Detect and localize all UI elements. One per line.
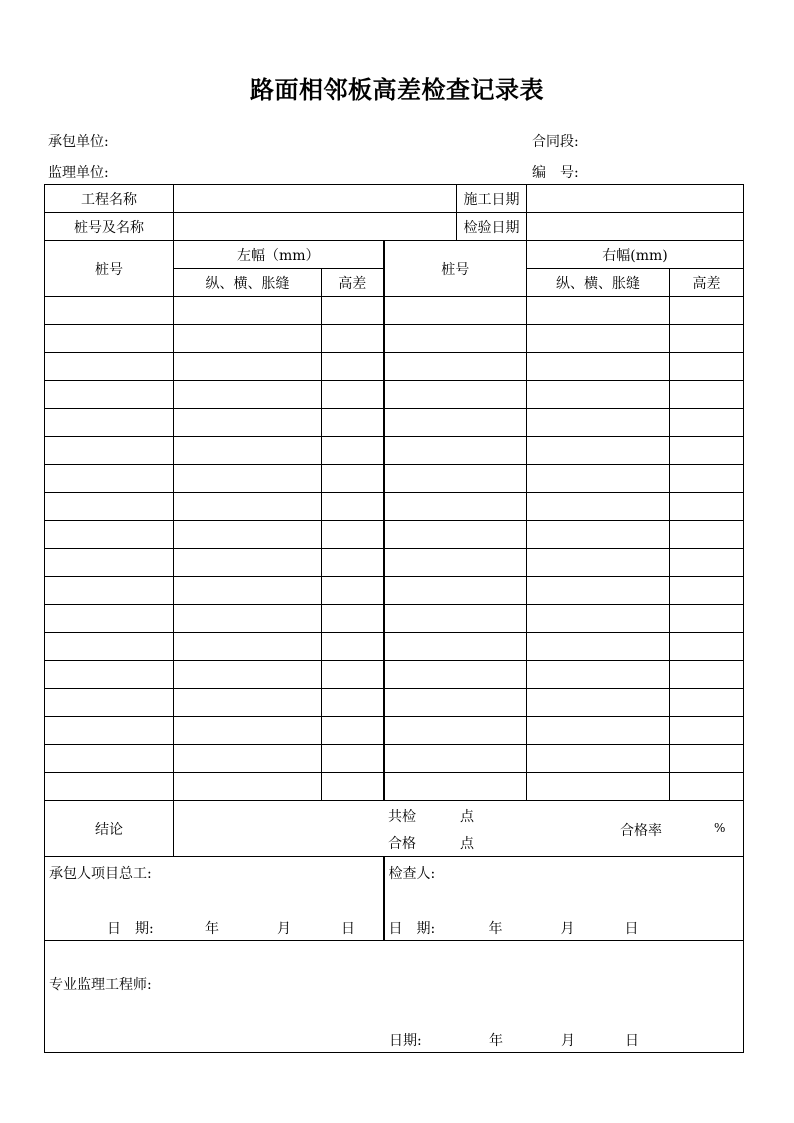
contractor-day: 日 (341, 921, 355, 937)
number-label: 编 号: (532, 165, 579, 181)
right-joint-cell[interactable] (527, 521, 670, 549)
table-row (45, 661, 744, 689)
supervisor-date-label: 日期: (389, 1033, 422, 1049)
inspector-month: 月 (560, 921, 575, 937)
left-height-diff-cell[interactable] (322, 549, 384, 577)
left-station-cell[interactable] (45, 549, 174, 577)
table-row (45, 353, 744, 381)
table-row (45, 493, 744, 521)
left-joint-cell[interactable] (174, 633, 322, 661)
supervisor-day: 日 (625, 1033, 639, 1049)
left-station-cell[interactable] (45, 773, 174, 801)
left-station-cell[interactable] (45, 437, 174, 465)
left-height-diff-cell[interactable] (322, 605, 384, 633)
pass-rate-label: 合格率 (620, 823, 662, 839)
left-joint-cell[interactable] (174, 437, 322, 465)
right-station-cell[interactable] (384, 745, 527, 773)
right-joint-cell[interactable] (527, 437, 670, 465)
left-station-cell[interactable] (45, 325, 174, 353)
right-height-diff-cell[interactable] (670, 437, 744, 465)
supervisor-label: 监理单位: (48, 165, 109, 181)
right-station-cell[interactable] (384, 689, 527, 717)
left-station-cell[interactable] (45, 633, 174, 661)
left-station-cell[interactable] (45, 605, 174, 633)
table-row (45, 605, 744, 633)
right-station-cell[interactable] (384, 465, 527, 493)
left-joint-cell[interactable] (174, 717, 322, 745)
left-joint-cell[interactable] (174, 381, 322, 409)
right-joint-cell[interactable] (527, 465, 670, 493)
table-row (45, 437, 744, 465)
right-joint-cell[interactable] (527, 633, 670, 661)
conclusion-field[interactable] (174, 801, 744, 857)
left-station-cell[interactable] (45, 745, 174, 773)
percent-sign: % (714, 821, 726, 835)
project-name-label: 工程名称 (45, 185, 174, 213)
table-row (45, 745, 744, 773)
supervising-engineer-label: 专业监理工程师: (49, 977, 152, 993)
right-joint-cell[interactable] (527, 549, 670, 577)
left-station-cell[interactable] (45, 297, 174, 325)
contract-section-label: 合同段: (532, 134, 579, 150)
left-height-diff-cell[interactable] (322, 325, 384, 353)
right-height-diff-cell[interactable] (670, 577, 744, 605)
table-row (45, 689, 744, 717)
right-width-header: 右幅(mm) (527, 241, 744, 269)
contractor-year: 年 (205, 921, 219, 937)
right-station-header: 桩号 (384, 241, 527, 297)
right-station-cell[interactable] (384, 381, 527, 409)
right-station-cell[interactable] (384, 773, 527, 801)
right-height-diff-cell[interactable] (670, 325, 744, 353)
left-height-diff-cell[interactable] (322, 493, 384, 521)
right-station-cell[interactable] (384, 353, 527, 381)
left-joint-cell[interactable] (174, 689, 322, 717)
left-joint-cell[interactable] (174, 521, 322, 549)
table-row (45, 773, 744, 801)
left-station-cell[interactable] (45, 409, 174, 437)
right-joint-cell[interactable] (527, 297, 670, 325)
left-station-header: 桩号 (45, 241, 174, 297)
conclusion-label: 结论 (45, 801, 174, 857)
right-station-cell[interactable] (384, 493, 527, 521)
table-row (45, 549, 744, 577)
left-joint-cell[interactable] (174, 465, 322, 493)
right-height-diff-cell[interactable] (670, 717, 744, 745)
left-joint-cell[interactable] (174, 745, 322, 773)
left-joint-cell[interactable] (174, 493, 322, 521)
inspection-date-label: 检验日期 (457, 213, 527, 241)
right-station-cell[interactable] (384, 437, 527, 465)
right-joint-cell[interactable] (527, 773, 670, 801)
right-height-diff-cell[interactable] (670, 381, 744, 409)
left-height-diff-cell[interactable] (322, 633, 384, 661)
left-height-diff-cell[interactable] (322, 353, 384, 381)
right-joint-cell[interactable] (527, 353, 670, 381)
left-height-diff-cell[interactable] (322, 689, 384, 717)
contractor-month: 月 (277, 921, 291, 937)
left-height-diff-cell[interactable] (322, 381, 384, 409)
right-station-cell[interactable] (384, 409, 527, 437)
left-height-diff-cell[interactable] (322, 717, 384, 745)
inspector-day: 日 (624, 921, 639, 937)
inspector-label: 检查人: (388, 866, 436, 882)
right-joint-cell[interactable] (527, 493, 670, 521)
right-joint-cell[interactable] (527, 661, 670, 689)
right-joint-header: 纵、横、胀缝 (527, 269, 670, 297)
contractor-engineer-cell[interactable] (45, 857, 384, 941)
left-height-diff-header: 高差 (322, 269, 384, 297)
right-height-diff-cell[interactable] (670, 493, 744, 521)
left-joint-cell[interactable] (174, 661, 322, 689)
right-height-diff-header: 高差 (670, 269, 744, 297)
table-row (45, 577, 744, 605)
contractor-label: 承包单位: (48, 134, 109, 150)
contractor-engineer-label: 承包人项目总工: (49, 866, 152, 882)
right-station-cell[interactable] (384, 717, 527, 745)
left-station-cell[interactable] (45, 661, 174, 689)
right-joint-cell[interactable] (527, 605, 670, 633)
right-height-diff-cell[interactable] (670, 297, 744, 325)
construction-date-label: 施工日期 (457, 185, 527, 213)
right-height-diff-cell[interactable] (670, 633, 744, 661)
left-station-cell[interactable] (45, 465, 174, 493)
right-height-diff-cell[interactable] (670, 465, 744, 493)
left-joint-cell[interactable] (174, 773, 322, 801)
total-point-label: 点 (460, 809, 474, 825)
table-row (45, 297, 744, 325)
right-height-diff-cell[interactable] (670, 521, 744, 549)
left-joint-cell[interactable] (174, 549, 322, 577)
total-checked-label: 共检 (388, 809, 416, 825)
form-title: 路面相邻板高差检查记录表 (250, 76, 544, 104)
right-height-diff-cell[interactable] (670, 409, 744, 437)
qualified-point-label: 点 (460, 836, 474, 852)
supervisor-month: 月 (561, 1033, 575, 1049)
right-station-cell[interactable] (384, 633, 527, 661)
left-height-diff-cell[interactable] (322, 577, 384, 605)
table-row (45, 409, 744, 437)
right-joint-cell[interactable] (527, 325, 670, 353)
left-station-cell[interactable] (45, 521, 174, 549)
left-joint-cell[interactable] (174, 297, 322, 325)
right-joint-cell[interactable] (527, 745, 670, 773)
right-joint-cell[interactable] (527, 381, 670, 409)
left-height-diff-cell[interactable] (322, 409, 384, 437)
right-height-diff-cell[interactable] (670, 689, 744, 717)
left-height-diff-cell[interactable] (322, 773, 384, 801)
construction-date-field[interactable] (527, 185, 744, 213)
table-row (45, 717, 744, 745)
left-joint-cell[interactable] (174, 353, 322, 381)
left-station-cell[interactable] (45, 353, 174, 381)
table-row (45, 381, 744, 409)
left-joint-header: 纵、横、胀缝 (174, 269, 322, 297)
contractor-date-label: 日 期: (107, 921, 154, 937)
left-joint-cell[interactable] (174, 577, 322, 605)
left-joint-cell[interactable] (174, 409, 322, 437)
inspection-date-field[interactable] (527, 213, 744, 241)
right-height-diff-cell[interactable] (670, 773, 744, 801)
right-joint-cell[interactable] (527, 577, 670, 605)
left-joint-cell[interactable] (174, 325, 322, 353)
right-station-cell[interactable] (384, 549, 527, 577)
left-width-header: 左幅（mm） (174, 241, 384, 269)
left-height-diff-cell[interactable] (322, 437, 384, 465)
right-joint-cell[interactable] (527, 689, 670, 717)
left-station-cell[interactable] (45, 689, 174, 717)
inspection-table (44, 184, 744, 1053)
table-row (45, 465, 744, 493)
inspector-year: 年 (488, 921, 503, 937)
station-name-label: 桩号及名称 (45, 213, 174, 241)
left-height-diff-cell[interactable] (322, 745, 384, 773)
qualified-label: 合格 (388, 836, 416, 852)
left-height-diff-cell[interactable] (322, 661, 384, 689)
station-name-field[interactable] (174, 213, 457, 241)
left-height-diff-cell[interactable] (322, 297, 384, 325)
table-row (45, 521, 744, 549)
right-station-cell[interactable] (384, 661, 527, 689)
left-station-cell[interactable] (45, 381, 174, 409)
right-station-cell[interactable] (384, 297, 527, 325)
right-station-cell[interactable] (384, 605, 527, 633)
left-joint-cell[interactable] (174, 605, 322, 633)
left-station-cell[interactable] (45, 493, 174, 521)
right-height-diff-cell[interactable] (670, 353, 744, 381)
table-row (45, 325, 744, 353)
left-station-cell[interactable] (45, 717, 174, 745)
project-name-field[interactable] (174, 185, 457, 213)
left-height-diff-cell[interactable] (322, 465, 384, 493)
right-height-diff-cell[interactable] (670, 605, 744, 633)
table-row (45, 633, 744, 661)
right-height-diff-cell[interactable] (670, 745, 744, 773)
right-station-cell[interactable] (384, 521, 527, 549)
right-station-cell[interactable] (384, 325, 527, 353)
right-height-diff-cell[interactable] (670, 549, 744, 577)
left-height-diff-cell[interactable] (322, 521, 384, 549)
supervising-engineer-cell[interactable] (45, 941, 744, 1053)
right-joint-cell[interactable] (527, 409, 670, 437)
right-height-diff-cell[interactable] (670, 661, 744, 689)
right-joint-cell[interactable] (527, 717, 670, 745)
right-station-cell[interactable] (384, 577, 527, 605)
inspector-date-label: 日 期: (388, 921, 436, 937)
inspector-cell[interactable] (384, 857, 744, 941)
left-station-cell[interactable] (45, 577, 174, 605)
supervisor-year: 年 (489, 1033, 503, 1049)
